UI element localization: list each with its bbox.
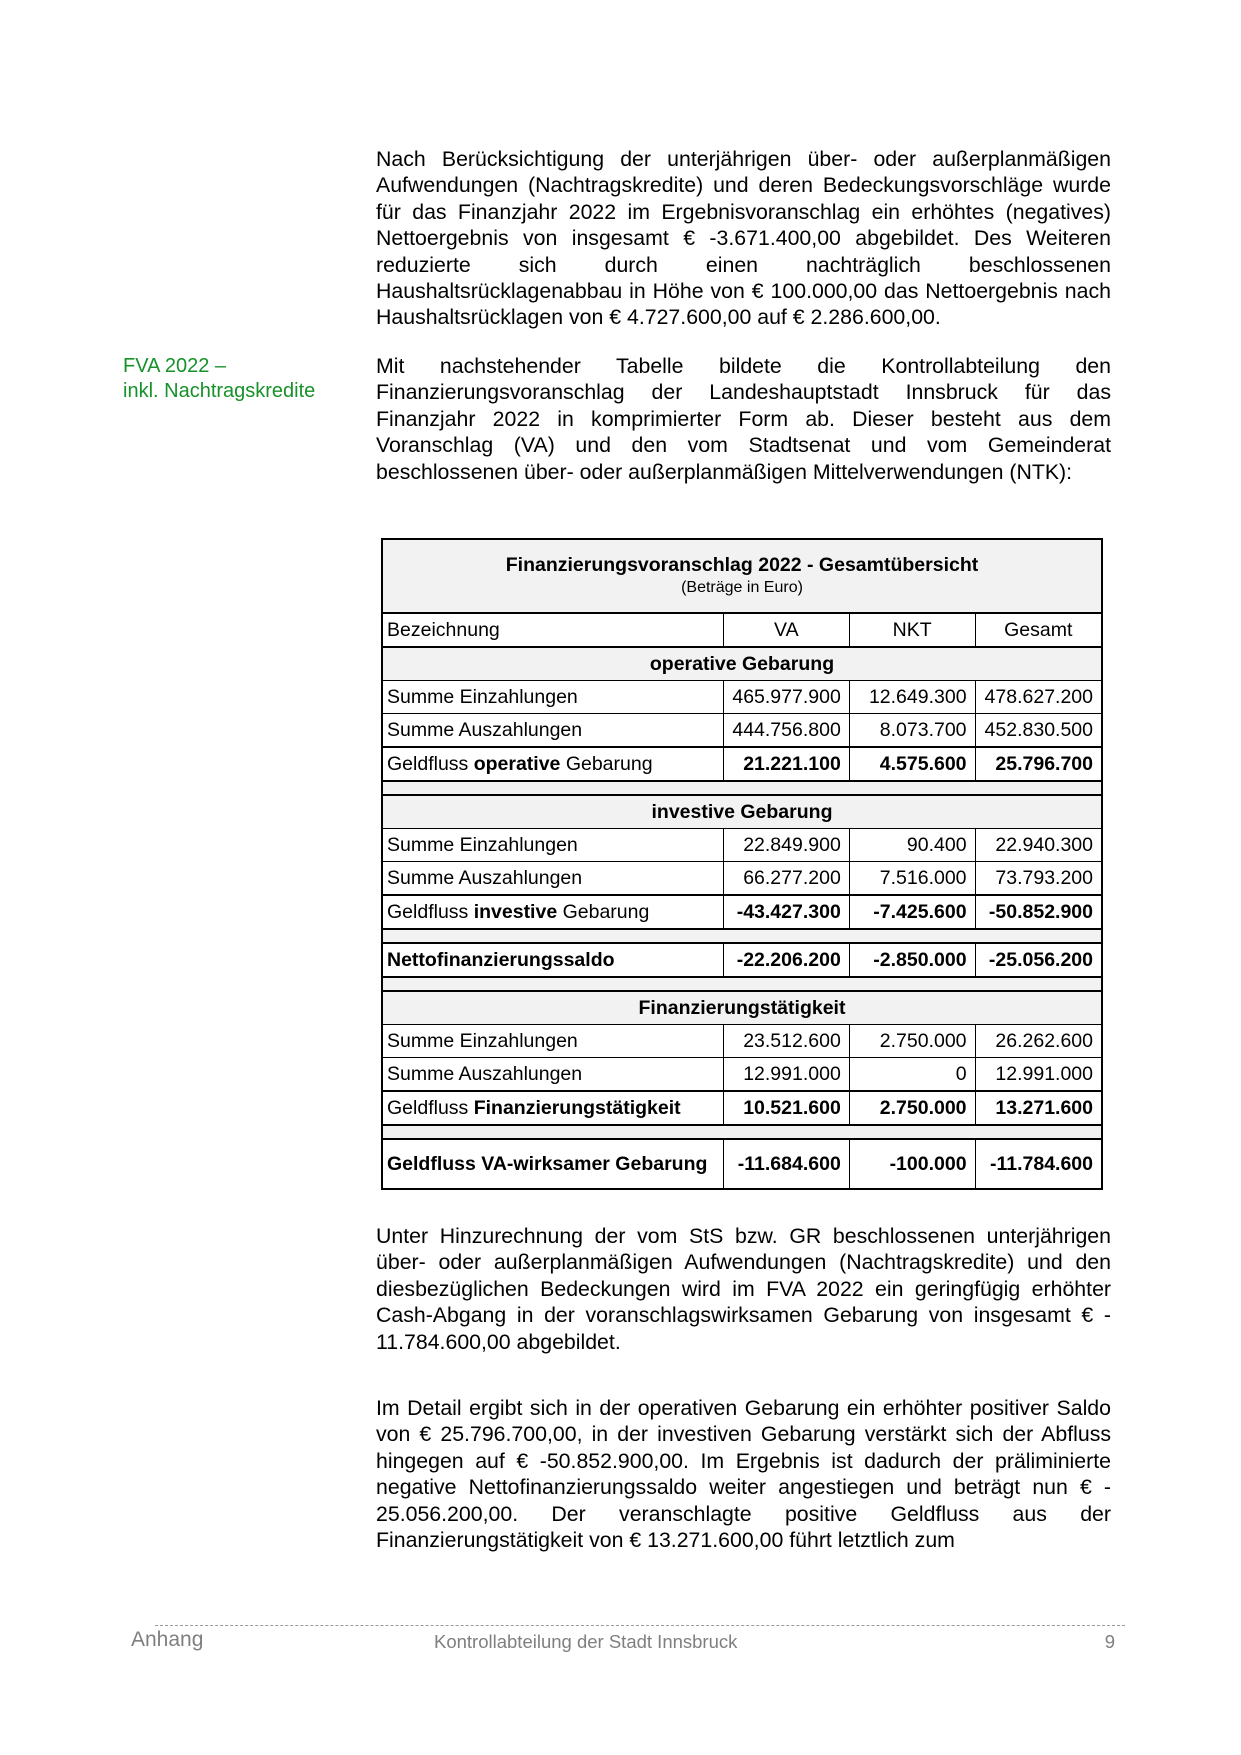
section-label: investive Gebarung [382, 795, 1102, 829]
spacer-row [382, 1125, 1102, 1139]
finanzierungsvoranschlag-table [381, 538, 1103, 1190]
section-label: Finanzierungstätigkeit [382, 991, 1102, 1025]
cell-gesamt: 452.830.500 [975, 714, 1102, 748]
cell-gesamt: 478.627.200 [975, 681, 1102, 714]
cell-gesamt: -50.852.900 [975, 895, 1102, 929]
cell-gesamt: 25.796.700 [975, 747, 1102, 781]
cell-nkt: -2.850.000 [849, 943, 975, 977]
row-label: Geldfluss investive Gebarung [382, 895, 723, 929]
cell-nkt: 90.400 [849, 829, 975, 862]
table-row [382, 1025, 1102, 1058]
cell-nkt: 0 [849, 1058, 975, 1092]
row-label: Summe Einzahlungen [382, 829, 723, 862]
margin-note-line-2: inkl. Nachtragskredite [123, 380, 316, 402]
cell-nkt: 2.750.000 [849, 1091, 975, 1125]
table-header-row [382, 613, 1102, 647]
cell-nkt: -100.000 [849, 1139, 975, 1189]
cell-gesamt: 73.793.200 [975, 862, 1102, 896]
section-operative [382, 647, 1102, 681]
row-label: Geldfluss operative Gebarung [382, 747, 723, 781]
row-label: Summe Einzahlungen [382, 681, 723, 714]
row-label: Geldfluss VA-wirksamer Gebarung [382, 1139, 723, 1189]
table-row [382, 681, 1102, 714]
total-row-operative [382, 747, 1102, 781]
section-investive [382, 795, 1102, 829]
cell-va: 66.277.200 [723, 862, 849, 896]
table-row [382, 862, 1102, 896]
cell-gesamt: 22.940.300 [975, 829, 1102, 862]
cell-va: -22.206.200 [723, 943, 849, 977]
nettofinanzierungssaldo-row [382, 943, 1102, 977]
cell-gesamt: 26.262.600 [975, 1025, 1102, 1058]
paragraph-detail: Im Detail ergibt sich in der operativen Gebarung ein erhöhter positiver Saldo von € 25.796.700,00, in der investiven Gebarung verstärkt sich der Abfluss hingegen auf € -50.852.900,00. Im Ergebnis ist dadurch der präliminierte negative Nettofinanzierungssaldo weiter angestiegen und beträgt nun € - 25.056.200,00. Der veranschlagte positive Geldfluss aus der Finanzierungstätigkeit von € 13.271.600,00 führt letztlich zum [376, 1396, 1111, 1553]
cell-nkt: 2.750.000 [849, 1025, 975, 1058]
margin-note [123, 354, 315, 404]
margin-note-line-1: FVA 2022 – [123, 355, 227, 377]
cell-gesamt: 13.271.600 [975, 1091, 1102, 1125]
cell-va: 444.756.800 [723, 714, 849, 748]
cell-va: 21.221.100 [723, 747, 849, 781]
table-subtitle: (Beträge in Euro) [681, 579, 803, 596]
paragraph-table-intro: Mit nachstehender Tabelle bildete die Kontrollabteilung den Finanzierungsvoranschlag der Landeshauptstadt Innsbruck für das Finanzjahr 2022 in komprimierter Form ab. Dieser besteht aus dem Voranschlag (VA) und den vom Stadtsenat und vom Gemeinderat beschlossenen über- oder außerplanmäßigen Mittelverwendungen (NTK): [376, 354, 1111, 484]
cell-va: 12.991.000 [723, 1058, 849, 1092]
cell-nkt: 12.649.300 [849, 681, 975, 714]
table-title-row [382, 539, 1102, 613]
paragraph-cash-abgang: Unter Hinzurechnung der vom StS bzw. GR beschlossenen unterjährigen über- oder außerplanmäßigen Aufwendungen (Nachtragskredite) und den diesbezüglichen Bedeckungen wird im FVA 2022 ein geringfügig erhöhter Cash-Abgang in der voranschlagswirksamen Gebarung von insgesamt € - 11.784.600,00 abgebildet. [376, 1224, 1111, 1354]
table-title: Finanzierungsvoranschlag 2022 - Gesamtübersicht [505, 554, 979, 576]
cell-va: 22.849.900 [723, 829, 849, 862]
table-row [382, 714, 1102, 748]
table-row [382, 829, 1102, 862]
cell-gesamt: -25.056.200 [975, 943, 1102, 977]
section-finanzierungstaetigkeit [382, 991, 1102, 1025]
cell-nkt: 7.516.000 [849, 862, 975, 896]
paragraph-nettoergebnis: Nach Berücksichtigung der unterjährigen über- oder außerplanmäßigen Aufwendungen (Nachtragskredite) und deren Bedeckungsvorschläge wurde für das Finanzjahr 2022 im Ergebnisvoranschlag ein erhöhtes (negatives) Nettoergebnis von insgesamt € -3.671.400,00 abgebildet. Des Weiteren reduzierte sich durch einen nachträglich beschlossenen Haushaltsrücklagenabbau in Höhe von € 100.000,00 das Nettoergebnis nach Haushaltsrücklagen von € 4.727.600,00 auf € 2.286.600,00. [376, 147, 1111, 330]
geldfluss-va-wirksam-row [382, 1139, 1102, 1189]
cell-gesamt: -11.784.600 [975, 1139, 1102, 1189]
section-label: operative Gebarung [382, 647, 1102, 681]
cell-va: 465.977.900 [723, 681, 849, 714]
cell-gesamt: 12.991.000 [975, 1058, 1102, 1092]
row-label: Summe Auszahlungen [382, 862, 723, 896]
footer-divider [155, 1625, 1125, 1626]
total-row-investive [382, 895, 1102, 929]
row-label: Summe Auszahlungen [382, 714, 723, 748]
row-label: Summe Einzahlungen [382, 1025, 723, 1058]
header-nkt: NKT [849, 613, 975, 647]
cell-nkt: -7.425.600 [849, 895, 975, 929]
footer-organisation: Kontrollabteilung der Stadt Innsbruck [434, 1631, 738, 1652]
cell-nkt: 8.073.700 [849, 714, 975, 748]
cell-nkt: 4.575.600 [849, 747, 975, 781]
footer-section-label: Anhang [131, 1628, 204, 1651]
row-label: Summe Auszahlungen [382, 1058, 723, 1092]
cell-va: -11.684.600 [723, 1139, 849, 1189]
table-row [382, 1058, 1102, 1092]
spacer-row [382, 929, 1102, 943]
total-row-finanzierung [382, 1091, 1102, 1125]
table-title-cell [382, 539, 1102, 613]
cell-va: -43.427.300 [723, 895, 849, 929]
row-label: Nettofinanzierungssaldo [382, 943, 723, 977]
header-gesamt: Gesamt [975, 613, 1102, 647]
spacer-row [382, 781, 1102, 795]
spacer-row [382, 977, 1102, 991]
header-bezeichnung: Bezeichnung [382, 613, 723, 647]
header-va: VA [723, 613, 849, 647]
page-number: 9 [1104, 1631, 1115, 1652]
cell-va: 23.512.600 [723, 1025, 849, 1058]
row-label: Geldfluss Finanzierungstätigkeit [382, 1091, 723, 1125]
cell-va: 10.521.600 [723, 1091, 849, 1125]
